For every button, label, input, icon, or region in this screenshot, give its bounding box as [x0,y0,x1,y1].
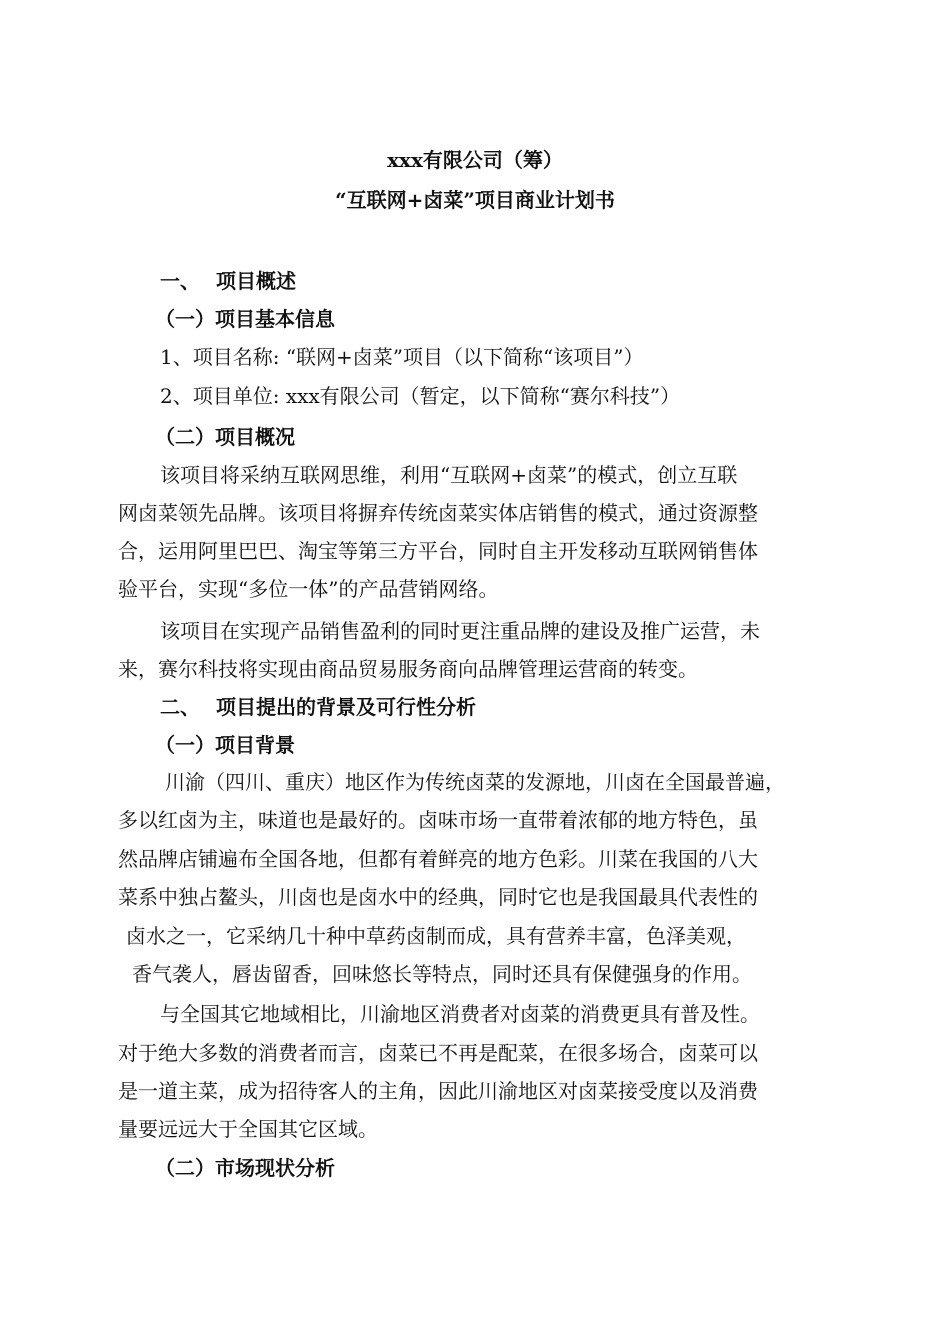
list-item-project-unit: 2、项目单位: xxx有限公司（暂定，以下简称“赛尔科技”） [160,384,681,408]
title-plan: “互联网+卤菜”项目商业计划书 [335,188,615,212]
subsection-heading: （二）项目概况 [155,425,295,449]
paragraph-line: 卤水之一，它采纳几十种中草药卤制而成，具有营养丰富，色泽美观， [126,924,746,948]
paragraph-line: 香气袭人，唇齿留香，回味悠长等特点，同时还具有保健强身的作用。 [132,962,752,986]
section-heading-1 [160,268,296,294]
paragraph-line: 然品牌店铺遍布全国各地，但都有着鲜亮的地方色彩。川菜在我国的八大 [118,847,758,871]
list-item-project-name: 1、项目名称: “联网+卤菜”项目（以下简称“该项目”） [160,345,644,369]
subsection-heading: （二）市场现状分析 [155,1156,335,1180]
subsection-heading: （一）项目基本信息 [155,307,335,331]
paragraph-line: 是一道主菜，成为招待客人的主角，因此川渝地区对卤菜接受度以及消费 [118,1079,758,1103]
paragraph-line: 对于绝大多数的消费者而言，卤菜已不再是配菜，在很多场合，卤菜可以 [118,1041,758,1065]
paragraph-line: 该项目将采纳互联网思维，利用“互联网+卤菜”的模式，创立互联 [160,463,738,487]
paragraph-line: 多以红卤为主，味道也是最好的。卤味市场一直带着浓郁的地方特色，虽 [118,808,758,832]
section-number: 二、 [160,695,200,719]
paragraph-line: 川渝（四川、重庆）地区作为传统卤菜的发源地，川卤在全国最普遍， [165,770,785,794]
title-company: xxx有限公司（筹） [387,148,563,172]
section-heading-2 [160,694,476,720]
paragraph-line: 该项目在实现产品销售盈利的同时更注重品牌的建设及推广运营，未 [160,619,760,643]
paragraph-line: 来，赛尔科技将实现由商品贸易服务商向品牌管理运营商的转变。 [118,657,698,681]
paragraph-line: 验平台，实现“多位一体”的产品营销网络。 [118,577,499,601]
paragraph-line: 与全国其它地域相比，川渝地区消费者对卤菜的消费更具有普及性。 [160,1002,760,1026]
paragraph-line: 量要远远大于全国其它区域。 [118,1117,378,1141]
section-title: 项目提出的背景及可行性分析 [216,695,476,719]
subsection-heading: （一）项目背景 [155,733,295,757]
paragraph-line: 合，运用阿里巴巴、淘宝等第三方平台，同时自主开发移动互联网销售体 [118,539,758,563]
section-number: 一、 [160,269,200,293]
paragraph-line: 菜系中独占鳌头，川卤也是卤水中的经典，同时它也是我国最具代表性的 [118,885,758,909]
paragraph-line: 网卤菜领先品牌。该项目将摒弃传统卤菜实体店销售的模式，通过资源整 [118,501,758,525]
section-title: 项目概述 [216,269,296,293]
